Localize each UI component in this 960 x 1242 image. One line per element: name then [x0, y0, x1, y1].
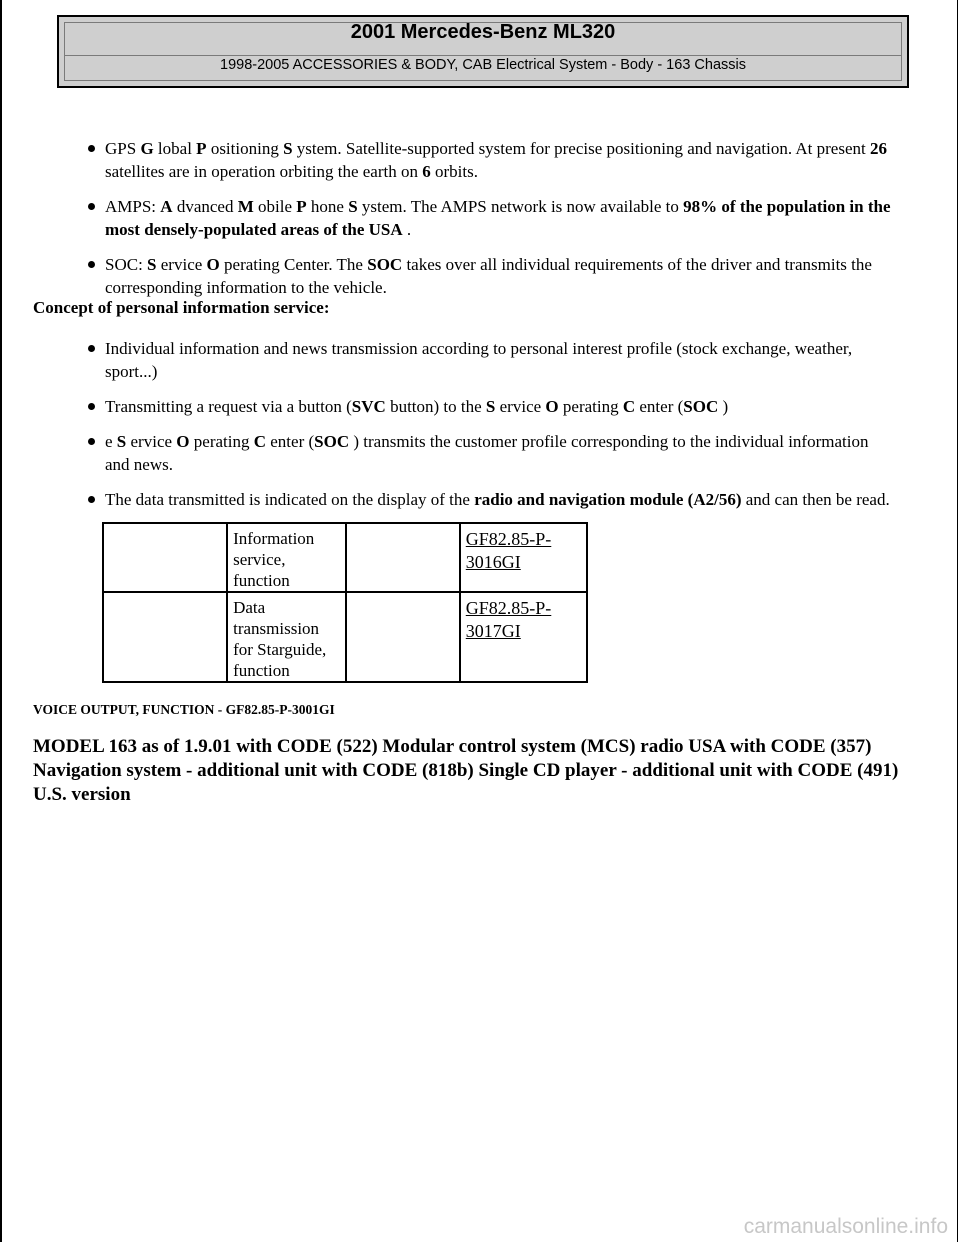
bold-text-run: 6 — [422, 162, 431, 181]
table-cell-empty — [103, 523, 227, 592]
bold-text-run: G — [140, 139, 154, 158]
text-run: obile — [253, 197, 297, 216]
table-cell-empty — [103, 592, 227, 682]
list-item-text — [105, 432, 868, 474]
text-run: satellites are in operation orbiting the earth on — [105, 162, 423, 181]
text-run: Transmitting a request via a button ( — [105, 397, 352, 416]
bold-text-run: SOC — [683, 397, 719, 416]
table-cell-link — [460, 592, 587, 682]
list-item — [80, 253, 910, 299]
list-item-text — [105, 490, 890, 509]
bold-text-run: 26 — [869, 139, 887, 158]
watermark: carmanualsonline.info — [743, 1215, 948, 1238]
bold-text-run: P — [296, 197, 307, 216]
bold-text-run: 98% of the population in the most densely-populated areas of the USA — [105, 197, 891, 239]
bold-text-run: S — [147, 255, 157, 274]
bullet-icon — [88, 438, 95, 445]
bullet-icon — [88, 403, 95, 410]
text-run: e — [105, 432, 117, 451]
page-header — [57, 15, 909, 88]
table-row — [103, 592, 587, 682]
text-run: perating Center. The — [219, 255, 368, 274]
text-run: orbits. — [430, 162, 478, 181]
list-item-text — [105, 255, 872, 297]
text-run: ervice — [495, 397, 546, 416]
text-run: SOC: — [105, 255, 148, 274]
section-title: VOICE OUTPUT, FUNCTION - GF82.85-P-3001GI — [33, 702, 335, 717]
bold-text-run: SOC — [314, 432, 350, 451]
text-run: . — [402, 220, 412, 239]
text-run: button) to the — [385, 397, 486, 416]
text-run: GPS — [105, 139, 141, 158]
model-applicability-text: MODEL 163 as of 1.9.01 with CODE (522) Modular control system (MCS) radio USA with CODE (357) Navigation system - additional unit with CODE (818b) Single CD player - additional unit with CODE (491) U.S. version — [33, 736, 899, 805]
text-run: AMPS: — [105, 197, 161, 216]
header-title: 2001 Mercedes-Benz ML320 — [350, 21, 616, 43]
bold-text-run: A — [160, 197, 173, 216]
list-item — [80, 337, 890, 383]
bullet-icon — [88, 203, 95, 210]
text-run: enter ( — [266, 432, 315, 451]
text-run: The data transmitted is indicated on the display of the — [105, 490, 475, 509]
header-subtitle: 1998-2005 ACCESSORIES & BODY, CAB Electrical System - Body - 163 Chassis — [220, 57, 746, 73]
bold-text-run: O — [206, 255, 220, 274]
list-item — [80, 395, 890, 418]
list-item — [80, 430, 890, 476]
bold-text-run: C — [253, 432, 267, 451]
table-cell-link — [460, 523, 587, 592]
bold-text-run: SVC — [351, 397, 386, 416]
list-item-text — [105, 339, 852, 381]
bullet-icon — [88, 145, 95, 152]
bold-text-run: O — [176, 432, 190, 451]
header-divider — [65, 55, 901, 56]
gps-amps-soc-list — [80, 137, 910, 311]
bold-text-run: S — [348, 197, 358, 216]
text-run: dvanced — [172, 197, 238, 216]
table-row — [103, 523, 587, 592]
text-run: enter ( — [635, 397, 684, 416]
list-item — [80, 195, 910, 241]
reference-link[interactable]: GF82.85-P-3016GI — [465, 529, 552, 572]
list-item-text — [105, 397, 728, 416]
text-run: ystem. The AMPS network is now available to — [357, 197, 684, 216]
bold-text-run: P — [196, 139, 207, 158]
text-run: ) transmits the customer profile corresponding to the individual information and news. — [105, 432, 869, 474]
list-item — [80, 488, 890, 511]
bold-text-run: S — [283, 139, 293, 158]
table-cell-label: Information service, function — [227, 523, 346, 592]
list-item-text — [105, 139, 887, 181]
table-cell-empty — [346, 523, 460, 592]
text-run: ervice — [156, 255, 207, 274]
bold-text-run: M — [237, 197, 254, 216]
section-heading: Concept of personal information service: — [33, 298, 330, 317]
bold-text-run: C — [622, 397, 636, 416]
bold-text-run: SOC — [367, 255, 403, 274]
text-run: ositioning — [206, 139, 284, 158]
bold-text-run: S — [116, 432, 127, 451]
text-run: takes over all individual requirements of the driver and transmits the corresponding information to the vehicle. — [105, 255, 872, 297]
reference-table — [102, 522, 588, 683]
personal-info-service-list — [80, 337, 890, 523]
text-run: ystem. Satellite-supported system for precise positioning and navigation. At present — [292, 139, 870, 158]
table-cell-label: Data transmission for Starguide, function — [227, 592, 346, 682]
text-run: perating — [189, 432, 254, 451]
bullet-icon — [88, 496, 95, 503]
text-run: lobal — [153, 139, 197, 158]
bullet-icon — [88, 345, 95, 352]
list-item — [80, 137, 910, 183]
bold-text-run: radio and navigation module (A2/56) — [474, 490, 742, 509]
text-run: Individual information and news transmission according to personal interest profile (stock exchange, weather, sport...) — [105, 339, 853, 381]
bullet-icon — [88, 261, 95, 268]
text-run: ervice — [126, 432, 177, 451]
reference-link[interactable]: GF82.85-P-3017GI — [465, 598, 552, 641]
bold-text-run: O — [545, 397, 559, 416]
text-run: and can then be read. — [741, 490, 890, 509]
text-run: hone — [306, 197, 349, 216]
text-run: perating — [558, 397, 623, 416]
table-cell-empty — [346, 592, 460, 682]
list-item-text — [105, 197, 891, 239]
bold-text-run: S — [485, 397, 496, 416]
text-run: ) — [718, 397, 729, 416]
